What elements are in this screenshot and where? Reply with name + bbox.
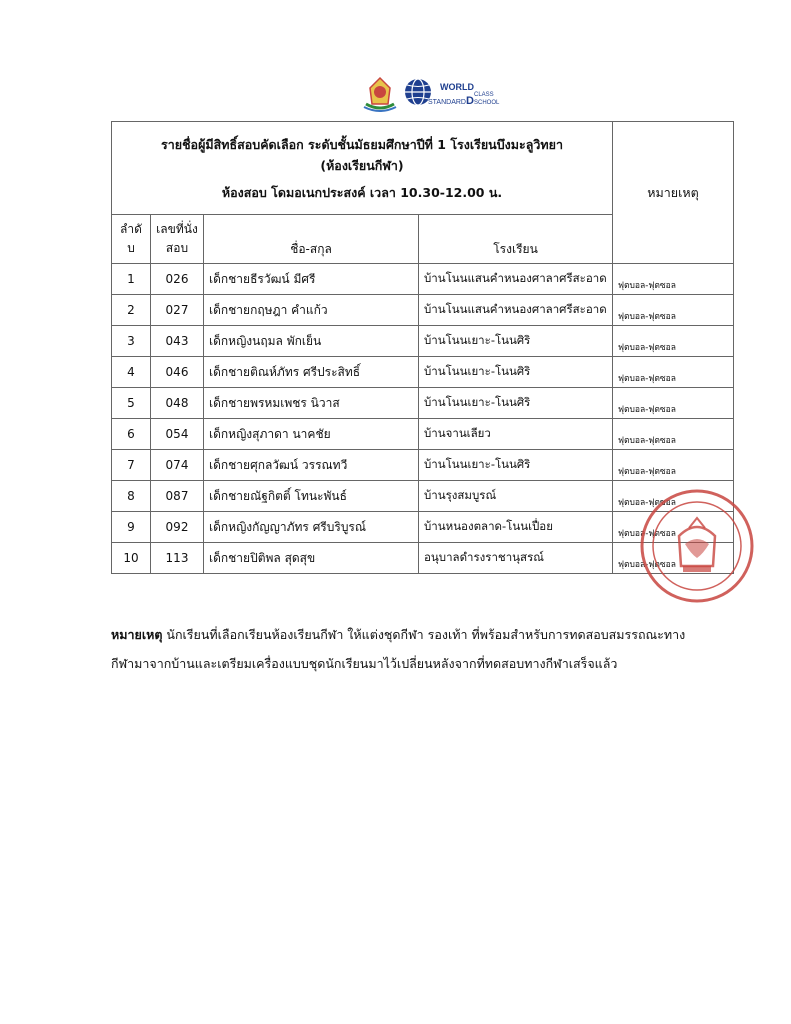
- col-header-name: ชื่อ-สกุล: [204, 215, 419, 264]
- seat-number: 046: [151, 357, 204, 388]
- seat-number: 026: [151, 264, 204, 295]
- student-name: เด็กชายธีรวัฒน์ มีศรี: [204, 264, 419, 295]
- row-remark: ฟุตบอล-ฟุตซอล: [613, 388, 734, 419]
- col-header-school: โรงเรียน: [419, 215, 613, 264]
- school-seal: [639, 488, 755, 604]
- student-name: เด็กชายติณห์ภัทร ศรีประสิทธิ์: [204, 357, 419, 388]
- school-name: บ้านจานเลียว: [419, 419, 613, 450]
- row-remark: ฟุตบอล-ฟุตซอล: [613, 326, 734, 357]
- table-row: [112, 326, 734, 357]
- row-remark: ฟุตบอล-ฟุตซอล: [613, 512, 734, 543]
- seat-number: 048: [151, 388, 204, 419]
- title-line-1: รายชื่อผู้มีสิทธิ์สอบคัดเลือก ระดับชั้นมัธยมศึกษาปีที่ 1 โรงเรียนบึงมะลูวิทยา: [161, 136, 563, 152]
- logo-text-world: WORLD: [440, 82, 474, 92]
- table-row: [112, 388, 734, 419]
- table-row: [112, 450, 734, 481]
- row-number: 6: [112, 419, 151, 450]
- col-header-no: ลำดั บ: [112, 215, 151, 264]
- seal-stamp-icon: [639, 488, 755, 604]
- school-name: บ้านโนนแสนคำหนองศาลาศรีสะอาด: [419, 264, 613, 295]
- student-name: เด็กชายกฤษฎา คำแก้ว: [204, 295, 419, 326]
- student-name: เด็กชายศุกลวัฒน์ วรรณทวี: [204, 450, 419, 481]
- school-logos: [360, 74, 500, 114]
- note-line-1: นักเรียนที่เลือกเรียนห้องเรียนกีฬา ให้แต่งชุดกีฬา รองเท้า ที่พร้อมสำหรับการทดสอบสมรรถณะทาง: [162, 627, 686, 642]
- school-name: บ้านโนนเยาะ-โนนศิริ: [419, 326, 613, 357]
- student-name: เด็กชายณัฐกิตติ์ โทนะพันธ์: [204, 481, 419, 512]
- row-number: 9: [112, 512, 151, 543]
- table-row: [112, 295, 734, 326]
- student-name: เด็กหญิงนฤมล พักเย็น: [204, 326, 419, 357]
- note-line-2: กีฬามาจากบ้านและเตรียมเครื่องแบบชุดนักเรียนมาไว้เปลี่ยนหลังจากที่ทดสอบทางกีฬาเสร็จแล้ว: [111, 656, 618, 671]
- seat-number: 027: [151, 295, 204, 326]
- school-name: บ้านหนองตลาด-โนนเปื่อย: [419, 512, 613, 543]
- logo-text-school: SCHOOL: [474, 100, 500, 106]
- school-name: บ้านโนนเยาะ-โนนศิริ: [419, 388, 613, 419]
- row-number: 2: [112, 295, 151, 326]
- student-name: เด็กชายพรหมเพชร นิวาส: [204, 388, 419, 419]
- row-remark: ฟุตบอล-ฟุตซอล: [613, 543, 734, 574]
- seat-number: 092: [151, 512, 204, 543]
- row-number: 4: [112, 357, 151, 388]
- seat-number: 113: [151, 543, 204, 574]
- school-name: อนุบาลดำรงราชานุสรณ์: [419, 543, 613, 574]
- school-name: บ้านโนนแสนคำหนองศาลาศรีสะอาด: [419, 295, 613, 326]
- row-number: 7: [112, 450, 151, 481]
- row-remark: ฟุตบอล-ฟุตซอล: [613, 419, 734, 450]
- row-remark: ฟุตบอล-ฟุตซอล: [613, 295, 734, 326]
- seat-number: 087: [151, 481, 204, 512]
- row-remark: ฟุตบอล-ฟุตซอล: [613, 481, 734, 512]
- row-remark: ฟุตบอล-ฟุตซอล: [613, 264, 734, 295]
- col-header-seat: เลขที่นั่ง สอบ: [151, 215, 204, 264]
- logo-text-standard: STANDARD: [428, 99, 466, 106]
- remark-header: หมายเหตุ: [613, 122, 734, 264]
- school-name: บ้านรุงสมบูรณ์: [419, 481, 613, 512]
- student-name: เด็กหญิงกัญญาภัทร ศรีบริบูรณ์: [204, 512, 419, 543]
- seat-number: 043: [151, 326, 204, 357]
- note-label: หมายเหตุ: [111, 627, 163, 642]
- title-line-2: (ห้องเรียนกีฬา): [320, 157, 404, 173]
- row-number: 3: [112, 326, 151, 357]
- logo-graphic: [360, 74, 500, 114]
- table-row: [112, 264, 734, 295]
- school-emblem-icon: [364, 78, 396, 111]
- row-number: 10: [112, 543, 151, 574]
- student-name: เด็กชายปิติพล สุดสุข: [204, 543, 419, 574]
- seat-number: 074: [151, 450, 204, 481]
- row-number: 8: [112, 481, 151, 512]
- table-row: [112, 357, 734, 388]
- seat-number: 054: [151, 419, 204, 450]
- row-remark: ฟุตบอล-ฟุตซอล: [613, 357, 734, 388]
- table-title: [112, 122, 613, 215]
- remark-note: [111, 620, 731, 678]
- school-name: บ้านโนนเยาะ-โนนศิริ: [419, 357, 613, 388]
- row-remark: ฟุตบอล-ฟุตซอล: [613, 450, 734, 481]
- svg-text:D: D: [466, 95, 474, 107]
- logo-text-class: CLASS: [474, 92, 494, 98]
- table-row: [112, 419, 734, 450]
- student-name: เด็กหญิงสุภาดา นาคชัย: [204, 419, 419, 450]
- row-number: 5: [112, 388, 151, 419]
- row-number: 1: [112, 264, 151, 295]
- title-line-3: ห้องสอบ โดมอเนกประสงค์ เวลา 10.30-12.00 น.: [221, 184, 503, 200]
- school-name: บ้านโนนเยาะ-โนนศิริ: [419, 450, 613, 481]
